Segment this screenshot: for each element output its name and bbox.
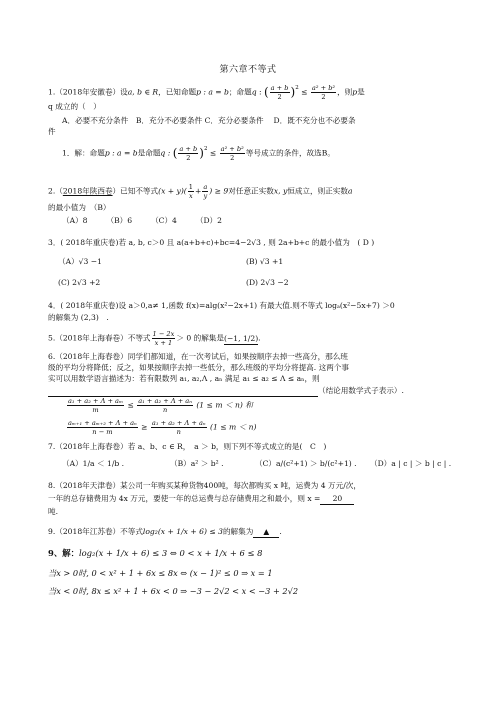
q2-options: （A）8 （B）6 （C）4 （D）2	[62, 216, 222, 225]
q3-opt-c: (C) 2√3 +2	[58, 278, 101, 287]
q1-options-line1: A．必要不充分条件 B．充分不必要条件 C．充分必要条件 D．既不充分也不必要条	[62, 116, 356, 125]
q9-answer-mark: ▲	[253, 526, 279, 538]
q1-rhs-frac: $\frac{\text{a² + b²}}{2}$	[311, 84, 336, 101]
q1-lhs-frac: $\frac{a + b}{2}$	[270, 84, 289, 101]
q1-text-b: ，已知命题	[158, 87, 197, 97]
q7-opt-a: （A）1/a ＜ 1/b .	[62, 459, 125, 468]
q8-line2: 一年的总存储费用为 4x 万元，要使一年的总运费与总存储费用之和最小，则 x = 20	[48, 493, 458, 505]
q6-line2: 级的平均分将降低；反之，如果按顺序去掉一些低分，那么班级的平均分将提高. 这两个事	[48, 363, 349, 372]
q5-stem: 5.（2018年上海春卷）不等式 $\frac{1 - 2x}{x + 1}$ ＞ 0 的解集是(−1, 1/2).	[48, 330, 261, 347]
q7-opt-b: （B）a² ＞ b² .	[170, 459, 224, 468]
q1-p-var: p	[352, 87, 358, 97]
q4-line2: 的解集为 (2,3) .	[48, 313, 109, 322]
q1-text-e: 是	[357, 87, 365, 97]
q6-line4: （结论用数学式子表示）.	[48, 385, 448, 397]
q9-stem: 9.（2018年江苏卷）不等式log₂(x + 1/x + 6) ≤ 3的解集为 ▲ .	[48, 527, 282, 536]
q1-solution: 1．解：命题p : a = b是命题q : ( $\frac{a + b}{2}$ )$^2$ ≤ $\frac{\text{a² + b²}}{2}$ 等号成立的条件，故选B。	[62, 145, 335, 162]
q7-opt-c: （C）a/(c²+1) ＞ b/(c²+1) .	[255, 459, 357, 468]
q1-line2: q 成立的（ ）	[48, 102, 101, 111]
q6-answer2: $\frac{\text{aₘ₊₁ + aₘ₊₂ + Λ + aₙ}}{n - m}$ ≥ $\frac{\text{a₁ + a₂ + Λ + aₙ}}{n}$ (1 ≤ m ＜ n)	[68, 419, 257, 436]
q1-vars: a, b ∈ R	[127, 87, 159, 97]
q1-stem: 1.（2018年安徽卷）设a, b ∈ R，已知命题p : a = b；命题q : ( $\frac{a + b}{2}$ )$^2$ ≤ $\frac{\text{a² + b²}}{2}$ ，则p是	[48, 84, 365, 101]
q3-stem: 3．( 2018年重庆卷)若 a, b, c＞0 且 a(a+b+c)+bc=4−2√3 , 则 2a+b+c 的最小值为 ( D )	[48, 238, 375, 247]
q9-solution-line3: 当x < 0时, 8x ≤ x² + 1 + 6x < 0 ⇒ −3 − 2√2 < x < −3 + 2√2	[48, 586, 299, 596]
q8-line3: 吨.	[48, 507, 59, 516]
q9-solution-line1: 9、解：log₂(x + 1/x + 6) ≤ 3 ⇔ 0 < x + 1/x + 6 ≤ 8	[48, 548, 263, 558]
q3-opt-d: (D) 2√3 −2	[246, 278, 289, 287]
q4-line1: 4．( 2018年重庆卷)设 a＞0,a≠ 1,函数 f(x)=alg(x²−2x+1) 有最大值.则不等式 logₐ(x²−5x+7) ＞0	[48, 301, 395, 310]
q3-opt-a: （A）√3 −1	[58, 257, 102, 266]
q1-text-c: ；命题	[228, 87, 252, 97]
q2-source: 2018年陕西卷	[62, 186, 113, 196]
q3-opt-b: (B) √3 +1	[246, 257, 284, 266]
q1-text-d: ，则	[337, 87, 353, 97]
q7-opt-d: （D）a | c | ＞ b | c | .	[370, 459, 452, 468]
q6-line3: 实可以用数学语言描述为：若有限数列 a₁, a₂,Λ , aₙ 满足 a₁ ≤ a₂ ≤ Λ ≤ aₙ，则	[48, 374, 320, 383]
q6-line1: 6.（2018年上海春卷）同学们都知道，在一次考试后，如果按顺序去掉一些高分，那么班	[48, 352, 348, 361]
chapter-title: 第六章不等式	[219, 65, 277, 75]
q9-solution-line2: 当x > 0时, 0 < x² + 1 + 6x ≤ 8x ⇔ (x − 1)² ≤ 0 ⇒ x = 1	[48, 568, 273, 578]
q2-stem: 2.（2018年陕西卷）已知不等式(x + y)( $\frac{1}{x}$ + $\frac{a}{y}$ ) ≥ 9对任意正实数x, y恒成立，则正实数a	[48, 183, 353, 200]
q7-stem: 7.（2018年上海春卷）若 a、b、c ∈ R， a ＞ b，则下列不等式成立的是( C )	[48, 442, 327, 451]
q6-answer1: $\frac{\text{a₁ + a₂ + Λ + aₘ}}{m}$ ≤ $\frac{\text{a₁ + a₂ + Λ + aₙ}}{n}$ (1 ≤ m ＜ n) 和	[68, 397, 253, 414]
q8-line1: 8.（2018年天津卷）某公司一年购买某种货物400吨，每次都购买 x 吨，运费为 4 万元/次，	[48, 481, 361, 490]
q1-options-line2: 件	[48, 127, 56, 136]
q1-text-a: 1.（2018年安徽卷）设	[48, 87, 128, 97]
q5-answer: (−1, 1/2)	[223, 333, 259, 343]
q8-answer: 20	[320, 493, 354, 505]
q1-p-expr: p : a = b	[196, 87, 229, 97]
q2-line2: 的最小值为 （B）	[48, 203, 111, 212]
